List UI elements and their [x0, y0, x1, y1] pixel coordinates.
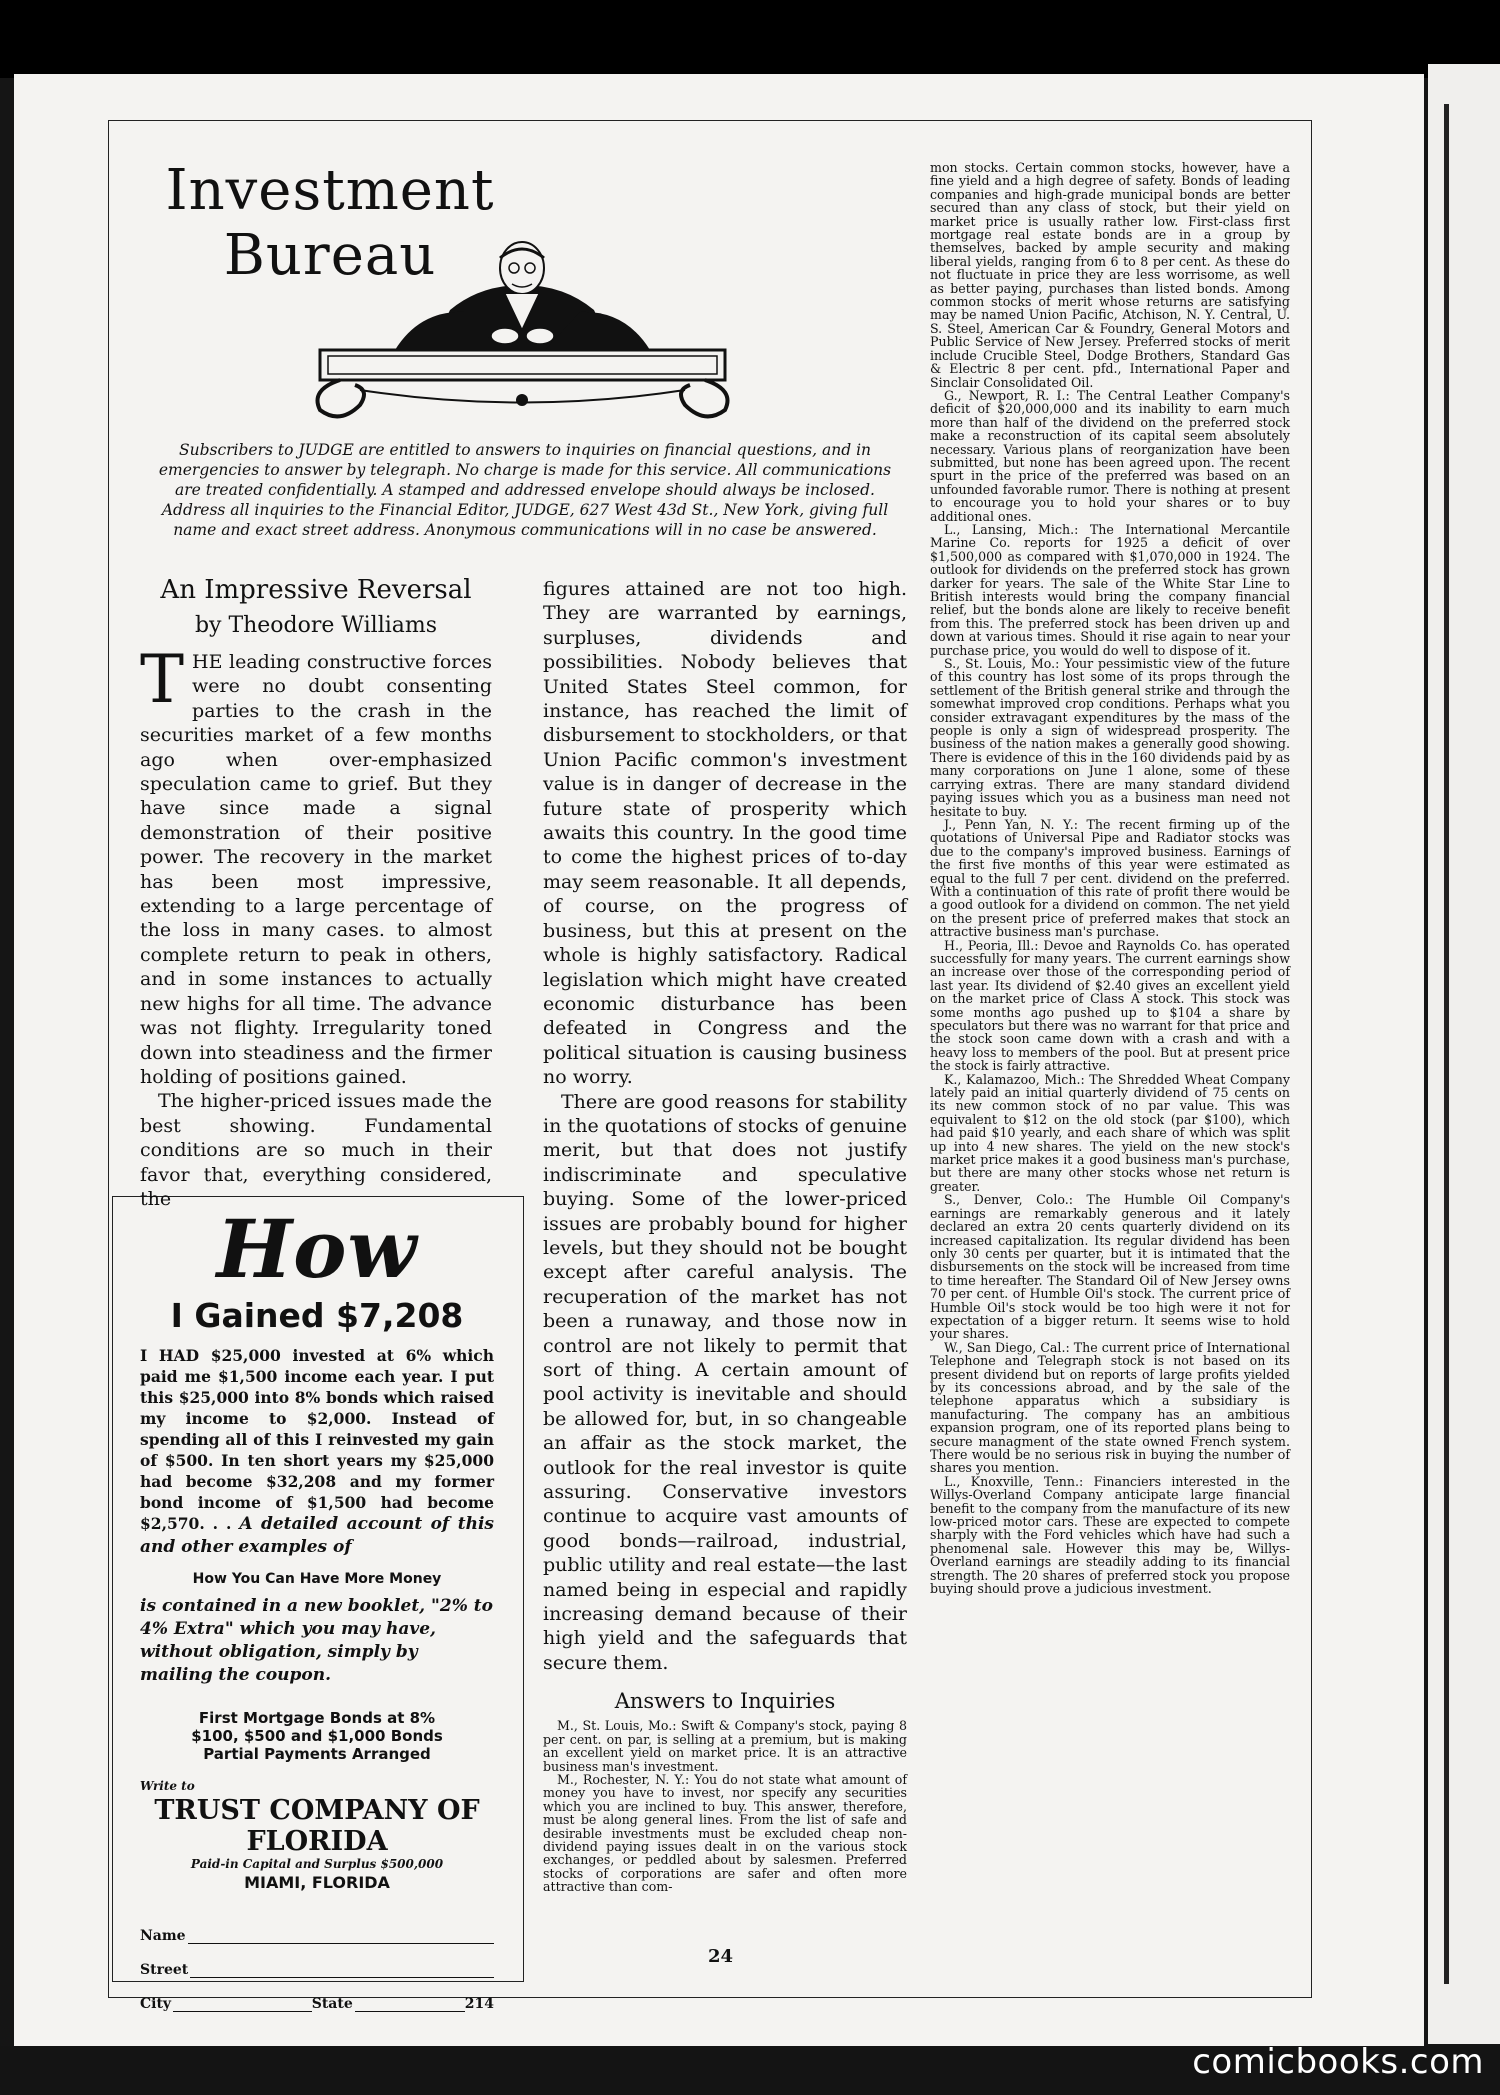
article-paragraph: The higher-priced issues made the best showing. Fundamental conditions are so much in their favor that, everything considered, the: [140, 1090, 492, 1210]
page-title: Investment Bureau: [165, 158, 495, 288]
article-paragraph: There are good reasons for stability in the quotations of stocks of genuine merit, but that does not justify indiscriminate and speculative buying. Some of the lower-priced issues are probably bound for higher levels, but they should not be bought except after careful analysis. The recuperation of the market has not been a runaway, and those now in control are not likely to permit that sort of thing. A certain amount of pool activity is inevitable and should be allowed for, but, in so changeable an affair as the stock market, the outlook for the real investor is quite assuring. Conservative investors continue to acquire vast amounts of good bonds—railroad, industrial, public utility and real estate—the last named being in especial and rapidly increasing demand because of their high yield and the safeguards that secure them.: [543, 1090, 907, 1674]
ad-write-to: Write to: [140, 1779, 195, 1793]
ad-headline: I Gained $7,208: [170, 1296, 464, 1335]
article-column-2: [543, 577, 907, 1894]
article-byline: by Theodore Williams: [194, 613, 438, 638]
ad-company-name: TRUST COMPANY OF FLORIDA: [154, 1795, 480, 1857]
answer-item: S., Denver, Colo.: The Humble Oil Company's earnings are remarkably generous and it lately declared an extra 20 cents quarterly dividend on its increased capitalization. Its regular dividend has been only 30 cents per quarter, but it is intimated that the disbursements on the stock will be increased from time to time hereafter. The Standard Oil of New Jersey owns 70 per cent. of Humble Oil's stock. The current price of Humble Oil's stock would be too high were it not for expectation of a bigger return. It seems wise to hold your shares.: [930, 1192, 1290, 1342]
scan-top-border: [0, 0, 1500, 78]
article-title: An Impressive Reversal: [160, 575, 472, 605]
intro-notice: Subscribers to JUDGE are entitled to answers to inquiries on financial questions, and in emergencies to answer by telegraph. No charge is made for this service. All communications are treated confidentially. A stamped and addressed envelope should always be inclosed. Address all inquiries to the Financial Editor, JUDGE, 627 West 43d St., New York, giving full name and exact street address. Anonymous communications will in no case be answered.: [158, 441, 892, 539]
ad-subheading: How You Can Have More Money: [192, 1571, 442, 1587]
ad-capital: Paid-in Capital and Surplus $500,000: [190, 1857, 444, 1871]
financial-editor-illustration: [300, 240, 745, 430]
trust-company-ad: [140, 1202, 495, 2012]
answer-item: L., Lansing, Mich.: The International Mercantile Marine Co. reports for 1925 a deficit of over $1,500,000 as compared with $1,070,000 in 1924. The outlook for dividends on the preferred stock has grown darker for years. The sale of the White Star Line to British interests would bring the company financial relief, but the bonds alone are likely to receive benefit from this. The preferred stock has been driven up and down at various times. Should it rise again to near your purchase price, you would do well to dispose of it.: [930, 521, 1290, 658]
ad-city: MIAMI, FLORIDA: [244, 1873, 390, 1892]
answer-item: K., Kalamazoo, Mich.: The Shredded Wheat Company lately paid an initial quarterly dividend of 75 cents on its new common stock of no par value. This was equivalent to $12 on the old stock (par $100), which had paid $10 yearly, and each share of which was split up into 4 new shares. The yield on the new stock's market price makes it a good business man's purchase, but there are many other stocks whose net return is greater.: [930, 1071, 1290, 1194]
answer-item: M., St. Louis, Mo.: Swift & Company's stock, paying 8 per cent. on par, is selling at a premium, but is making an excellent yield on market price. It is an attractive business man's investment.: [543, 1718, 907, 1774]
answer-item: mon stocks. Certain common stocks, however, have a fine yield and a high degree of safety. Bonds of leading companies and high-grade municipal bonds are better secured than any class of stock, but their yield on market price is usually rather low. First-class first mortgage real estate bonds are in a group by themselves, backed by ample security and making liberal yields, ranging from 6 to 8 per cent. As these do not fluctuate in price they are less worrisome, as well as better paying, purchases than listed bonds. Among common stocks of merit whose returns are satisfying may be named Union Pacific, Atchison, N. Y. Central, U. S. Steel, American Car & Foundry, General Motors and Public Service of New Jersey. Preferred stocks of merit include Crucible Steel, Dodge Brothers, Standard Gas & Electric 8 per cent. pfd., International Paper and Sinclair Consolidated Oil.: [930, 160, 1290, 390]
answers-column: [930, 161, 1290, 1595]
answer-item: W., San Diego, Cal.: The current price of International Telephone and Telegraph stock is not based on its present dividend but on reports of large profits yielded by its concessions abroad, and by the sale of the telephone apparatus which a subsidiary is manufacturing. The company has an ambitious expansion program, one of its reported plans being to secure managment of the state owned French system. There would be no serious risk in buying the number of shares you mention.: [930, 1339, 1290, 1476]
drop-cap: T: [140, 641, 185, 718]
ad-how-heading: How: [216, 1202, 418, 1296]
coupon-form: [140, 1910, 494, 2012]
answer-item: J., Penn Yan, N. Y.: The recent firming up of the quotations of Universal Pipe and Radiator stocks was due to the company's improved business. Earnings of the first five months of this year were estimated as equal to the full 7 per cent. dividend on the preferred. With a continuation of this rate of profit there would be a good outlook for a dividend on common. The net yield on the present price of preferred makes that stock an attractive business man's purchase.: [930, 816, 1290, 940]
coupon-name-field[interactable]: Name: [140, 1910, 494, 1944]
answer-item: S., St. Louis, Mo.: Your pessimistic view of the future of this country has lost some of its props through the settlement of the British general strike and through the somewhat improved crop conditions. Perhaps what you consider extravagant expenditures by the mass of the people is only a sign of widespread prosperity. The business of the nation makes a generally good showing. There is evidence of this in the 160 dividends paid by as many corporations on June 1 alone, some of these carrying extras. There are many standard dividend paying issues which you as a business man need not hesitate to buy.: [930, 656, 1290, 819]
article-paragraph: THE leading constructive forces were no doubt consenting parties to the crash in the securities market of a few months ago when over-emphasized speculation came to grief. But they have since made a signal demonstration of their positive power. The recovery in the market has been most impressive, extending to a large percentage of the loss in many cases. to almost complete return to peak in others, and in some instances to actually new highs for all time. The advance was not flighty. Irregularity toned down into steadiness and the firmer holding of positions gained.: [140, 641, 492, 1088]
coupon-city-state-field[interactable]: City State 214: [140, 1996, 494, 2012]
answer-item: G., Newport, R. I.: The Central Leather Company's deficit of $20,000,000 and its inability to earn much more than half of the dividend on the preferred stock make a reconstruction of its capital seem absolutely necessary. Various plans of reorganization have been submitted, but none has been agreed upon. The recent spurt in the price of the preferred was based on an unfounded favorable rumor. There is nothing at present to encourage you to hold your shares or to buy additional ones.: [930, 387, 1290, 524]
article-column-1: [140, 575, 492, 1211]
answer-item: L., Knoxville, Tenn.: Financiers interested in the Willys-Overland Company anticipate large financial benefit to the company from the manufacture of its new low-priced motor cars. These are expected to compete sharply with the Ford vehicles which have had such a phenomenal sale. However this may be, Willys-Overland earnings are steadily adding to its financial strength. The 20 shares of preferred stock you propose buying should prove a judicious investment.: [930, 1473, 1290, 1597]
answer-item: M., Rochester, N. Y.: You do not state what amount of money you have to invest, nor specify any securities which you are inclined to buy. This answer, therefore, must be along general lines. From the list of safe and desirable investments must be excluded cheap non-dividend paying issues dealt in on the various stock exchanges, or peddled about by salesmen. Preferred stocks of corporations are safer and often more attractive than com-: [543, 1771, 907, 1895]
watermark: comicbooks.com: [1192, 2042, 1484, 2082]
ad-pitch: is contained in a new booklet, "2% to 4% Extra" which you may have, without obligation, simply by mailing the coupon.: [140, 1596, 493, 1685]
article-paragraph: figures attained are not too high. They are warranted by earnings, surpluses, dividends and possibilities. Nobody believes that United States Steel common, for instance, has reached the limit of disbursement to stockholders, or that Union Pacific common's investment value is in danger of decrease in the future state of prosperity which awaits this country. In the good time to come the highest prices of to-day may seem reasonable. It all depends, of course, on the progress of business, but this at present on the whole is highly satisfactory. Radical legislation which might have created economic disturbance has been defeated in Congress and the political situation is causing business no worry.: [543, 578, 907, 1089]
facing-page-edge: [1428, 64, 1500, 2044]
answer-item: H., Peoria, Ill.: Devoe and Raynolds Co. has operated successfully for many years. The current earnings show an increase over those of the corresponding period of last year. Its dividend of $2.40 gives an excellent yield on the market price of Class A stock. This stock was some months ago pushed up to $104 a share by speculators but there was no warrant for that price and the stock soon came down with a crash and with a heavy loss to members of the pool. But at present price the stock is fairly attractive.: [930, 937, 1290, 1074]
answers-heading: Answers to Inquiries: [614, 1689, 836, 1714]
page-number: 24: [708, 1946, 734, 1967]
ad-offer: First Mortgage Bonds at 8% $100, $500 and $1,000 Bonds Partial Payments Arranged: [191, 1709, 443, 1763]
coupon-street-field[interactable]: Street: [140, 1944, 494, 1978]
ad-body: I HAD $25,000 invested at 6% which paid me $1,500 income each year. I put this $25,000 into 8% bonds which raised my income to $2,000. Instead of spending all of this I reinvested my gain of $500. In ten short years my $25,000 had become $32,208 and my former bond income of $1,500 had become $2,570. . . A detailed account of this and other examples of: [140, 1346, 495, 1557]
